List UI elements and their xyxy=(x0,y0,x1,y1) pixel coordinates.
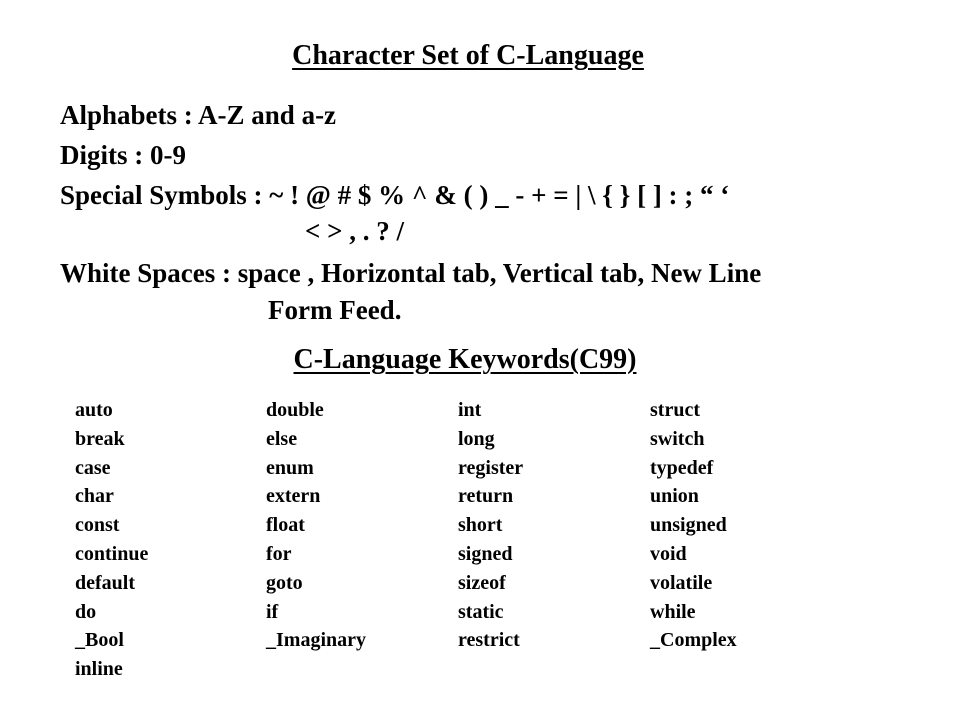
keyword-item: void xyxy=(650,542,687,565)
keyword-item: double xyxy=(266,399,324,421)
keyword-item: for xyxy=(266,542,292,565)
keyword-item: inline xyxy=(75,658,123,681)
keywords-title: C-Language Keywords(C99) xyxy=(293,344,637,375)
keyword-column-2 xyxy=(266,396,366,655)
keyword-item: register xyxy=(458,456,524,479)
keyword-item: union xyxy=(650,485,699,508)
keyword-item: restrict xyxy=(458,629,520,652)
keyword-item: case xyxy=(75,456,111,479)
keyword-column-1 xyxy=(75,396,148,684)
keyword-item: char xyxy=(75,485,114,508)
keyword-item: unsigned xyxy=(650,514,727,537)
keyword-item: goto xyxy=(266,571,303,594)
keyword-column-3 xyxy=(458,396,523,655)
keyword-item: switch xyxy=(650,427,705,450)
keyword-item: short xyxy=(458,514,503,537)
white-spaces-line: White Spaces : space , Horizontal tab, Vertical tab, New Line xyxy=(60,258,762,288)
keyword-item: return xyxy=(458,485,514,508)
keyword-item: const xyxy=(75,514,120,537)
keyword-item: else xyxy=(266,427,298,450)
white-spaces-continuation: Form Feed. xyxy=(268,295,402,325)
special-symbols-continuation: < > , . ? / xyxy=(305,216,405,246)
keyword-item: static xyxy=(458,600,504,623)
keyword-item: _Complex xyxy=(650,629,737,652)
keyword-item: sizeof xyxy=(458,571,506,594)
keyword-item: _Bool xyxy=(75,629,124,652)
keyword-item: signed xyxy=(458,542,513,565)
keyword-item: continue xyxy=(75,542,149,565)
page-title: Character Set of C-Language xyxy=(292,40,644,71)
keyword-column-4 xyxy=(650,396,737,655)
keyword-item: int xyxy=(458,399,482,421)
keyword-item: float xyxy=(266,514,305,537)
keyword-item: volatile xyxy=(650,571,713,594)
keyword-item: extern xyxy=(266,485,321,508)
keyword-item: enum xyxy=(266,456,314,479)
digits-line: Digits : 0-9 xyxy=(60,140,186,170)
keyword-item: auto xyxy=(75,399,113,421)
keyword-item: struct xyxy=(650,399,700,421)
alphabets-line: Alphabets : A-Z and a-z xyxy=(60,100,337,130)
keyword-item: long xyxy=(458,427,495,450)
keyword-item: default xyxy=(75,571,135,594)
special-symbols-line: Special Symbols : ~ ! @ # $ % ^ & ( ) _ - + = | \ { } [ ] : ; “ ‘ xyxy=(60,180,730,210)
keyword-item: _Imaginary xyxy=(266,629,366,652)
keyword-item: while xyxy=(650,600,696,623)
keyword-item: break xyxy=(75,427,125,450)
keyword-item: if xyxy=(266,600,279,623)
keyword-item: typedef xyxy=(650,456,714,479)
keyword-item: do xyxy=(75,600,97,623)
